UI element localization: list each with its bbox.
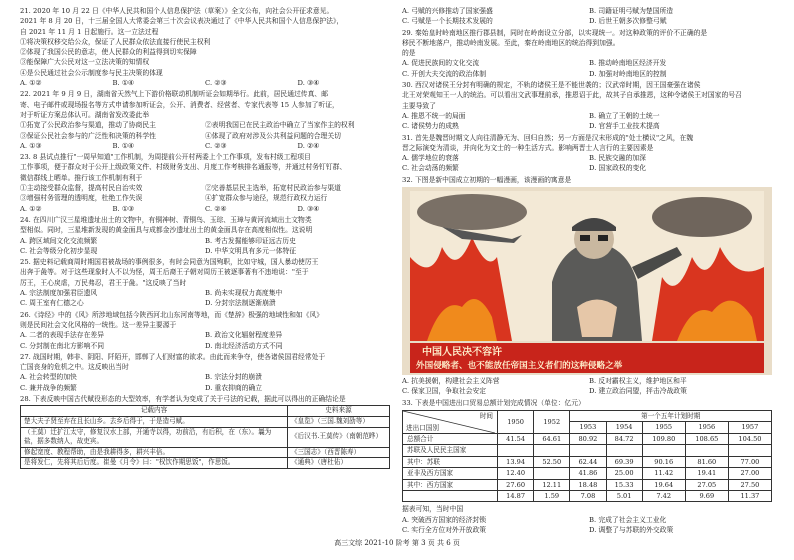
q23-items	[20, 193, 390, 203]
option[interactable]: C. 分封制在南北方影响不同	[20, 341, 105, 350]
option[interactable]: A. 弓赋的兴修推动了国家强盛	[402, 7, 493, 15]
option[interactable]: B. 确立了王朝的土统一	[589, 111, 660, 120]
option[interactable]: A. 社会转型的加快	[20, 373, 77, 382]
q31-line: 31. 首先是魏晋时期文人向往清静无为、回归自然；另一方面是汉末形成的"处士横议"之风，在魏	[402, 133, 694, 142]
question-28	[20, 394, 390, 469]
table-cell: 109.80	[642, 433, 685, 444]
table-cell: 41.86	[570, 468, 606, 479]
question-33	[402, 398, 776, 536]
table-cell: 14.87	[498, 490, 534, 501]
table-cell: 9.69	[685, 490, 728, 501]
q24-options	[20, 246, 390, 256]
q25-options	[20, 298, 390, 308]
table-cell: 90.16	[642, 456, 685, 467]
q21-options	[20, 78, 390, 88]
q26-line: 26.《诗经》中的《风》所涉地域包括今陕西河北山东河南等地，而《楚辞》极强的地域性和如《风》	[20, 310, 324, 319]
item: ①主动接受群众监督，提高村民自治实效	[20, 184, 143, 193]
table-cell: 108.65	[685, 433, 728, 444]
table-cell: 7.08	[570, 490, 606, 501]
question-32	[402, 175, 776, 397]
propaganda-poster-image	[402, 187, 772, 375]
q28-options	[402, 6, 776, 27]
table-cell: 104.50	[728, 433, 771, 444]
q21-line: 自 2021 年 11 月 1 日起施行。这一立法过程	[20, 27, 159, 36]
q26-options	[20, 330, 390, 340]
option[interactable]: D. 中华文明具有多元一体特征	[205, 246, 297, 255]
option[interactable]: C. 诸侯势力的成熟	[402, 122, 459, 131]
option[interactable]: B. 尚未实现权力高度集中	[205, 289, 283, 298]
table-cell: 64.61	[534, 433, 570, 444]
q32-options	[402, 386, 776, 396]
year-header: 1954	[606, 422, 642, 434]
item: ②表明我国已在民主政治中确立了当家作主的权利	[205, 121, 355, 130]
q33-trade-table	[402, 410, 772, 502]
q24-line: 型相似。同时，三星堆新发现的黄金面具与成都金沙遗址出土的黄金面具存在高度相似性。这说明	[20, 226, 313, 235]
header-time: 时间	[479, 411, 493, 420]
q30-line: 北王对荣观知王一人的统治。可以看出文武事理前承，推恩诏于此，故其子自承推恩，这种令诸侯王对国家的号召	[402, 91, 742, 100]
option[interactable]: D. ③④	[297, 79, 320, 88]
table-cell: 27.50	[728, 479, 771, 490]
table-row	[403, 468, 772, 479]
q26-options	[20, 341, 390, 351]
q21-line: ②体现了我国公民的意志，使人民群众的利益得到切实保障	[20, 48, 197, 57]
q23-options	[20, 204, 390, 214]
table-cell: 《三国志》（西晋陈寿）	[288, 447, 390, 458]
item: ①拓宽了公民政治参与渠道，推动了协商民主	[20, 121, 156, 130]
question-21	[20, 6, 390, 88]
q26-line: 则是民间社会文化风格的一统性。这一差异主要源于	[20, 320, 177, 329]
table-cell: 1.59	[534, 490, 570, 501]
q30-options	[402, 111, 776, 121]
year-header: 1957	[728, 422, 771, 434]
question-24	[20, 215, 390, 256]
option[interactable]: A. 宗法制度加强君臣遗风	[20, 289, 98, 298]
table-cell	[642, 445, 685, 456]
q29-options	[402, 58, 776, 68]
table-cell: 19.64	[642, 479, 685, 490]
q28-options-row	[402, 6, 776, 16]
option[interactable]: A. 儒学地位的衰落	[402, 154, 459, 163]
q23-line: 工作事项，便于群众对于公开上级政策文件、村级财务支出、月度工作考核排名通报等，并通过村务钉钉群、	[20, 163, 347, 172]
q21-line: 2021 年 8 月 20 日，十三届全国人大常委会第三十次会议表决通过了《中华人民共和国个人信息保护法》，	[20, 17, 344, 26]
q21-line: ①将决策权移交给公众，保证了人民群众依法直接行使民主权利	[20, 37, 211, 46]
table-cell: 11.42	[642, 468, 685, 479]
option[interactable]: B. 完成了社会主义工业化	[589, 515, 667, 524]
table-cell: 修起宽度、教程帮助，由是我耕得多，耕兴丰倍。	[21, 447, 288, 458]
option[interactable]: A. ①②	[20, 204, 42, 213]
item: ④扩宽群众参与途径，规范行政权力运行	[205, 194, 328, 203]
question-25	[20, 257, 390, 308]
table-cell: 80.92	[570, 433, 606, 444]
question-30	[402, 80, 776, 131]
table-cell: 15.33	[606, 479, 642, 490]
table-cell: 《皇览》（三国.魏刘劭等）	[288, 416, 390, 427]
year-header: 1953	[570, 422, 606, 434]
question-27	[20, 352, 390, 393]
option[interactable]: B. 民族交融的加深	[589, 154, 646, 163]
item: ②完善基层民主选举，拓宽村民政治参与渠道	[205, 184, 341, 193]
option[interactable]: C. 兼并战争的频繁	[20, 383, 77, 392]
item: ③增强村务管理的透明度，杜绝工作失误	[20, 194, 143, 203]
q29-line: 移民不断地落户，推动岭南发展。至此，秦在岭南地区的统治得到加强。	[402, 38, 620, 47]
header-country: 进出口国别	[406, 423, 439, 432]
option[interactable]: D. ②④	[297, 141, 320, 150]
table-cell: （王莫）迁扩江太守，修复汉水上部，开通寺以得，功前沿，有后积，在（东）。曩为盐，据多数纳人，故吏宾。	[21, 427, 288, 447]
option[interactable]: A. ①③	[20, 141, 42, 150]
question-31	[402, 133, 776, 174]
option[interactable]: D. ③④	[297, 204, 320, 213]
q33-line: 33. 下表是中国进出口贸易总额计划完成情况（单位：亿元）	[402, 398, 585, 407]
option[interactable]: D. 后世王朝多次修整弓赋	[589, 17, 667, 26]
q29-line: 的是	[402, 49, 416, 58]
table-cell: 69.39	[606, 456, 642, 467]
q31-options	[402, 163, 776, 173]
option[interactable]: B. 宗法分封的崩溃	[205, 373, 262, 382]
table-cell: 5.01	[606, 490, 642, 501]
table-cell: 是将发仁，先将其后后度。崔曼《月令》曰："权饮作期思饭"，作思饭。	[21, 458, 288, 469]
year-header: 1956	[685, 422, 728, 434]
table-cell	[685, 445, 728, 456]
row-label: 其中：苏联	[403, 456, 498, 467]
table-row	[21, 416, 390, 427]
q32-options	[402, 376, 776, 386]
q28-table	[20, 405, 390, 469]
row-label	[403, 490, 498, 501]
item: ③保证公民社会参与的广泛性和决策的科学性	[20, 131, 156, 140]
option[interactable]: C. 实行全方位对外开放政策	[402, 525, 487, 534]
table-cell: 楚大夫子贤至弃在且长山乡。去乡后得于，于是造弓赋。	[21, 416, 288, 427]
option[interactable]: D. 建立政治同盟，抨击冷战政策	[589, 387, 687, 396]
table-cell	[498, 445, 534, 456]
q33-options	[402, 515, 776, 525]
table-cell: 18.48	[570, 479, 606, 490]
q28-options-row	[402, 16, 776, 26]
option[interactable]: B. 司籍证明弓赋为楚国所造	[589, 7, 674, 15]
table-row	[403, 445, 772, 456]
table-cell	[570, 445, 606, 456]
table-cell: 7.42	[642, 490, 685, 501]
q23-items	[20, 183, 390, 193]
option[interactable]: A. 促进民族间的文化交流	[402, 59, 480, 68]
table-cell: 12.11	[534, 479, 570, 490]
q32-line: 32. 下图是新中国成立初期的一幅漫画，该漫画的寓意是	[402, 175, 572, 184]
q29-line: 29. 秦始皇时岭南地区推行郡县制，同时在岭南设立分部，以实现统一。对这种政策的评价不正确的是	[402, 28, 708, 37]
option[interactable]: C. ②③	[205, 141, 227, 150]
option[interactable]: B. 政治文化辐射程度差异	[205, 331, 283, 340]
table-cell: 52.50	[534, 456, 570, 467]
q24-line: 24. 在四川广汉三星堆遗址出土的文物中，有铜神树、青铜鸟、玉琮、玉璋与黄河流域出土文物类	[20, 215, 312, 224]
option[interactable]: C. ②④	[205, 204, 227, 213]
q22-items	[20, 120, 390, 130]
q33-options	[402, 525, 776, 535]
year-header: 1950	[498, 410, 534, 433]
q28-line: 28. 下表反映中国古代赋役形态的大型效率，有学者认为变成了关于弓法的记载，据此可以得出的正确结论是	[20, 394, 346, 403]
table-row	[403, 456, 772, 467]
q22-line: 对于听证方案总体认可。湖南省发改委此举	[20, 110, 150, 119]
table-cell	[534, 445, 570, 456]
table-row	[403, 490, 772, 501]
option[interactable]: C. 周王室有仁德之心	[20, 299, 84, 308]
option[interactable]: D. 分封宗法制逐渐崩溃	[205, 299, 276, 308]
page-footer: 高三文综 2021-10 阶考 第 3 页 共 6 页	[334, 539, 460, 547]
table-cell: 84.72	[606, 433, 642, 444]
option[interactable]: A. 二者的表现手法存在差异	[20, 331, 104, 340]
option[interactable]: C. 保家卫国，争取社会安定	[402, 387, 487, 396]
option[interactable]: A. 跨区域间文化交流频繁	[20, 236, 98, 245]
q21-line: ③能保障广大公民对这一立法决策的知情权	[20, 58, 150, 67]
table-cell: 27.00	[728, 468, 771, 479]
option[interactable]: D. 官营手工业技术提高	[589, 122, 660, 131]
q23-line: 微信群线上晒单。推行该工作机制有利于	[20, 173, 143, 182]
option[interactable]: C. ②③	[205, 79, 227, 88]
poster-banner-line1: 中国人民决不容许	[422, 347, 502, 359]
q25-options	[20, 288, 390, 298]
plan-header: 第一个五年计划时期	[570, 410, 772, 422]
option[interactable]: D. 加强对岭南地区的控制	[589, 69, 667, 78]
option[interactable]: C. 社会动荡的频繁	[402, 164, 459, 173]
table-header: 史料来源	[288, 406, 390, 417]
right-column	[402, 6, 776, 535]
table-cell: 《通典》（唐杜佑）	[288, 458, 390, 469]
q29-options	[402, 69, 776, 79]
option[interactable]: B. ①③	[112, 204, 135, 213]
table-cell	[606, 445, 642, 456]
option[interactable]: B. 反对霸权主义，维护地区和平	[589, 377, 687, 386]
table-cell: 19.41	[685, 468, 728, 479]
year-header: 1955	[642, 422, 685, 434]
q30-options	[402, 121, 776, 131]
row-label: 苏联及人民民主国家	[403, 445, 498, 456]
q25-line: 25. 据史料记载商周时期国君被战场的事例很多，有时会同意为国殉职，比如守城，国人暴动使厉王	[20, 258, 319, 267]
option[interactable]: D. 南北经济活动方式不同	[205, 341, 283, 350]
question-22	[20, 89, 390, 151]
option[interactable]: A. 推恩不统一的局面	[402, 111, 466, 120]
option[interactable]: D. 重农抑商的确立	[205, 383, 263, 392]
q30-line: 30. 西汉对诸侯王分封有明确的规定，不轨的诸侯王是不能世袭的；汉武帝时期，因王国豪强在诸侯	[402, 81, 701, 90]
table-row	[21, 447, 390, 458]
q22-options	[20, 141, 390, 151]
table-cell: 41.54	[498, 433, 534, 444]
option[interactable]: B. ①④	[112, 79, 135, 88]
poster-banner-line2: 外国侵略者、也不能放任帝国主义者们的这种侵略之举	[416, 361, 623, 372]
poster-illustration	[402, 187, 772, 375]
option[interactable]: C. 社会等级分化初步显现	[20, 246, 98, 255]
table-cell: 25.00	[606, 468, 642, 479]
option[interactable]: C. 开创大夫交流的政治体制	[402, 69, 487, 78]
q30-line: 主要导致了	[402, 101, 436, 110]
option[interactable]: B. 推动岭南地区经济开发	[589, 59, 667, 68]
item: ④体现了政府对涉及公共利益问题的合理关切	[205, 131, 341, 140]
table-cell	[534, 468, 570, 479]
q27-options	[20, 383, 390, 393]
q31-options	[402, 153, 776, 163]
q22-line: 22. 2021 年 9 月 9 日，湖南省天然气上下游价格联动机制听证会如期举行。此前，居民通过传真、邮	[20, 90, 328, 99]
option[interactable]: C. 弓赋是一个长期技术发展的	[402, 17, 493, 26]
option[interactable]: A. 抗美援朝，构建社会主义阵营	[402, 377, 500, 386]
question-23	[20, 152, 390, 214]
table-cell: 11.37	[728, 490, 771, 501]
q21-line: ④是公民通过社会公示制度参与民主决策的体现	[20, 68, 163, 77]
table-cell: 77.00	[728, 456, 771, 467]
table-cell: 13.94	[498, 456, 534, 467]
table-cell: 27.05	[685, 479, 728, 490]
option[interactable]: B. ①④	[112, 141, 135, 150]
q23-line: 23. 8 县试点推行"一周早知道"工作机制，为周提前公开村两委上个工作事项，发布村级工程项目	[20, 153, 311, 162]
question-26	[20, 310, 390, 351]
row-label: 其中：西方国家	[403, 479, 498, 490]
row-label: 亚非及西方国家	[403, 468, 498, 479]
table-cell: 12.40	[498, 468, 534, 479]
table-row	[21, 427, 390, 447]
q33-table-body	[403, 433, 772, 501]
q33-tail: 据表可知，当时中国	[402, 505, 464, 514]
option[interactable]: D. 调整了与苏联的外交政策	[589, 525, 674, 534]
q27-options	[20, 372, 390, 382]
q22-items	[20, 131, 390, 141]
table-cell: 27.60	[498, 479, 534, 490]
table-cell: 81.60	[685, 456, 728, 467]
q27-line: 亡国丧身的危机之中。这反映出当时	[20, 363, 129, 372]
q24-options	[20, 236, 390, 246]
table-cell: 62.44	[570, 456, 606, 467]
q25-line: 出奔于彘等。对于这些现象时人不以为怪，周王后裔王子朝对周历王被逐事著有不违地说："至于	[20, 268, 309, 277]
table-row	[21, 458, 390, 469]
table-header: 记载内容	[21, 406, 288, 417]
table-row	[403, 479, 772, 490]
option[interactable]: D. 国家政权的变化	[589, 164, 647, 173]
q21-line: 21. 2020 年 10 月 22 日《中华人民共和国个人信息保护法（草案）》全文公布，向社会公开征求意见。	[20, 7, 334, 15]
option[interactable]: B. 考古发掘能够印证远古历史	[205, 236, 296, 245]
option[interactable]: A. ①②	[20, 79, 42, 88]
table-row	[403, 433, 772, 444]
q25-line: 厉王，王心戾虐，万民弗忍，君王于彘。"这反映了当时	[20, 278, 187, 287]
q22-line: 寄、电子邮件或现场报名等方式申请参加听证会，公开、消费者、经营者、专家代表等 15 人参加了听证，	[20, 100, 339, 109]
year-header: 1952	[534, 410, 570, 433]
q31-line: 晋之际演变为清谈，并向化为文士的一种生活方式。影响两晋士人言行的主要因素是	[402, 143, 654, 152]
row-label: 总额合计	[403, 433, 498, 444]
option[interactable]: A. 突破西方国家的经济封锁	[402, 515, 486, 524]
table-cell	[728, 445, 771, 456]
table-cell: 《后汉书.王莫传》（南朝范晔）	[288, 427, 390, 447]
question-29	[402, 28, 776, 79]
diagonal-header	[403, 410, 498, 433]
left-column	[20, 6, 390, 470]
q27-line: 27. 战国时期，韩非、阴阳、阡陌开，邯郸了人们财富的欲求。由此而来争夺，使各诸侯国君经常处于	[20, 352, 326, 361]
